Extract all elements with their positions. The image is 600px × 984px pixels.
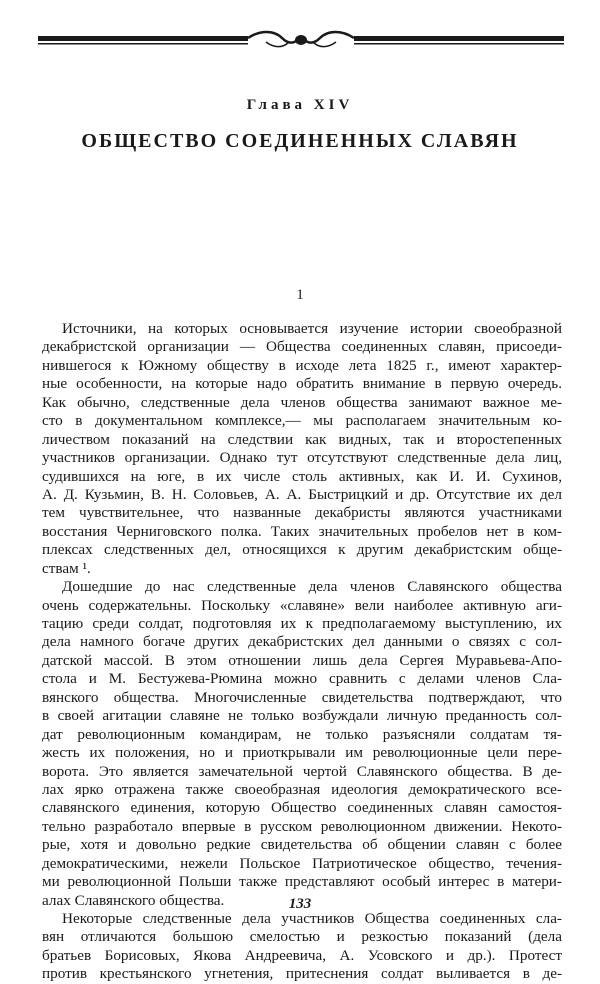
- chapter-label: Глава XIV: [246, 97, 354, 113]
- text-line: Как обычно, следственные дела членов общества занимают важное ме-: [42, 393, 562, 411]
- text-line: ворота. Это является замечательной чертой Славянского общества. В де-: [42, 762, 562, 780]
- text-line: А. Д. Кузьмин, В. Н. Соловьев, А. А. Быстрицкий и др. Отсутствие их дел: [42, 485, 562, 503]
- text-line: лах ярко отражена также своеобразная идеология демократического все-: [42, 780, 562, 798]
- text-line: ми революционной Польши также представляют особый интерес в матери-: [42, 873, 562, 891]
- text-line: стола и М. Бестужева-Рюмина можно сравнить с делами членов Сла-: [42, 670, 562, 688]
- text-line: дела намного богаче других декабристских дел данными о связях с сол-: [42, 633, 562, 651]
- page-number: 133: [288, 896, 312, 912]
- text-line: плексах следственных дел, относящихся к другим декабристским обще-: [42, 541, 562, 559]
- text-line: Источники, на которых основывается изучение истории своеобразной: [62, 320, 562, 337]
- body-text: [42, 320, 562, 984]
- text-line: славянского единения, которую Общество соединенных славян самостоя-: [42, 799, 562, 817]
- text-line: очень содержательны. Поскольку «славяне» вели наиболее активную аги-: [42, 596, 562, 614]
- text-line: личеством показаний на следствии как видных, так и второстепенных: [42, 430, 562, 448]
- text-line: в своей агитации славяне не только возбуждали личную преданность сол-: [42, 707, 562, 725]
- text-line: вянского общества. Многочисленные свидетельства подтверждают, что: [42, 688, 562, 706]
- text-line: Дошедшие до нас следственные дела членов Славянского общества: [62, 578, 562, 596]
- chapter-title: ОБЩЕСТВО СОЕДИНЕННЫХ СЛАВЯН: [81, 130, 519, 152]
- text-line: дат революционным командирам, не только разъясняли солдатам тя-: [42, 725, 562, 743]
- text-line: декабристской организации — Общества соединенных славян, присоеди-: [42, 338, 562, 356]
- text-line: рые, хотя и довольно редкие свидетельства об общении славян с более: [42, 836, 562, 854]
- text-line: нившегося к Южному обществу в исходе лета 1825 г., имеют характер-: [42, 356, 562, 374]
- text-line: Некоторые следственные дела участников Общества соединенных сла-: [62, 910, 562, 927]
- text-line: тем чувствительнее, что названные декабристы являются участниками: [42, 504, 562, 522]
- text-line: судившихся на юге, в их числе столь активных, как И. И. Сухинов,: [42, 467, 562, 485]
- text-line: алах Славянского общества.: [42, 891, 225, 909]
- text-line: тельно разработало впервые в русском революционном движении. Некото-: [42, 817, 562, 835]
- text-line: демократическими, нежели Польское Патриотическое общество, течения-: [42, 854, 562, 872]
- text-line: братьев Борисовых, Якова Андреевича, А. Усовского и др.). Протест: [42, 946, 562, 964]
- text-line: сто в документальном комплексе,— мы располагаем значительным ко-: [42, 412, 562, 430]
- text-line: восстания Черниговского полка. Таких значительных пробелов нет в ком-: [42, 522, 562, 540]
- text-line: ствам ¹.: [42, 559, 91, 577]
- text-line: датской массой. В этом отношении лишь дела Сергея Муравьева-Апо-: [42, 651, 562, 669]
- text-line: вян отличаются большою смелостью и резкостью показаний (дела: [42, 928, 562, 946]
- text-line: участников организации. Однако тут отсутствуют следственные дела лиц,: [42, 449, 562, 467]
- text-line: ные особенности, на которые надо обратить внимание в первую очередь.: [42, 375, 562, 393]
- section-number: 1: [296, 287, 304, 303]
- header-ornament: [38, 28, 564, 52]
- text-line: жесть их положения, но и приоткрывали им революционные цели пере-: [42, 744, 562, 762]
- text-line: тацию среди солдат, подготовляя их к предполагаемому выступлению, их: [42, 615, 562, 632]
- text-line: против крестьянского угнетения, притеснения солдат выливается в де-: [42, 965, 562, 983]
